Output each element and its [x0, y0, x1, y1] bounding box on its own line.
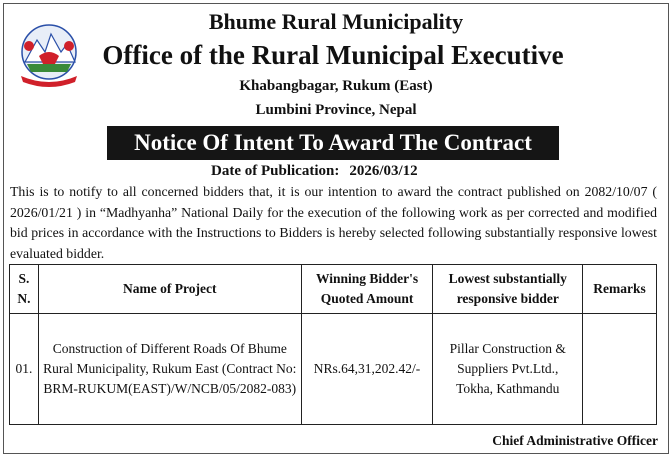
publication-date-label: Date of Publication: [211, 163, 340, 179]
municipality-name: Bhume Rural Municipality [208, 9, 464, 34]
table-row [10, 314, 657, 425]
col-header-sn: S. N. [10, 265, 39, 314]
cell-remarks [583, 314, 657, 425]
notice-title: Notice Of Intent To Award The Contract [107, 126, 559, 160]
publication-date-value: 2026/03/12 [349, 163, 418, 179]
col-header-project: Name of Project [38, 265, 301, 314]
table-header-row [10, 265, 657, 314]
cell-bidder: Pillar Construction & Suppliers Pvt.Ltd., Tokha, Kathmandu [433, 314, 583, 425]
address-line-2: Lumbini Province, Nepal [255, 102, 417, 118]
office-name: Office of the Rural Municipal Executive [102, 40, 564, 70]
cell-sn: 01. [10, 314, 39, 425]
cell-amount: NRs.64,31,202.42/- [301, 314, 433, 425]
address-line-1: Khabangbagar, Rukum (East) [239, 78, 433, 94]
award-table [9, 264, 657, 425]
col-header-remarks: Remarks [583, 265, 657, 314]
signatory: Chief Administrative Officer [492, 433, 658, 448]
col-header-bidder: Lowest substantially responsive bidder [433, 265, 583, 314]
col-header-amount: Winning Bidder's Quoted Amount [301, 265, 433, 314]
cell-project: Construction of Different Roads Of Bhume Rural Municipality, Rukum East (Contract No: BRM-RUKUM(EAST)/W/NCB/05/2082-083) [38, 314, 301, 425]
publication-date [211, 163, 418, 180]
notice-body: This is to notify to all concerned bidders that, it is our intention to award the contract published on 2082/10/07 ( 2026/01/21 ) in “Madhyanha” National Daily for the execution of the following work as per corrected and modified bid prices in accordance with the Instructions to Bidders is hereby selected following substantially responsive lowest evaluated bidder. [10, 184, 657, 261]
